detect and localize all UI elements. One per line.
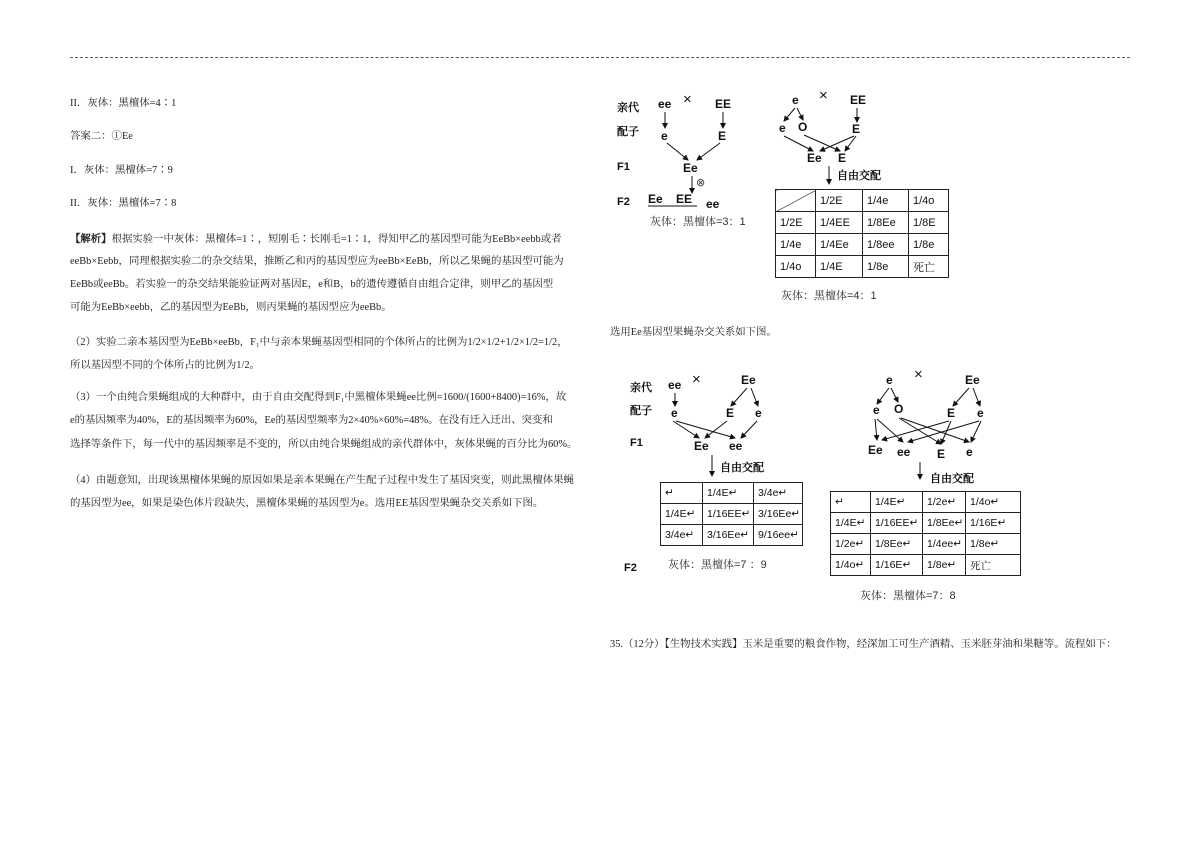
d1-f2-a: Ee <box>648 192 663 206</box>
d3-arrow-3 <box>751 388 758 406</box>
d2-gamete-1: e <box>779 121 786 135</box>
d1-cross-symbol: × <box>683 91 692 108</box>
table-cell: 1/4e <box>776 234 816 256</box>
d2-f1-2: E <box>838 151 847 165</box>
table-cell: 1/16E↵ <box>871 555 923 576</box>
d3-parent-left: ee <box>668 378 682 392</box>
table-cell: 1/4ee↵ <box>923 534 966 555</box>
table-cell: 1/8E <box>909 212 949 234</box>
d2-line-3 <box>820 136 854 151</box>
d1-f2-c: ee <box>706 197 720 211</box>
table-cell: 1/4E <box>816 256 863 278</box>
table-cell: 1/4E↵ <box>831 513 871 534</box>
table-row <box>776 256 949 278</box>
d3-line-2 <box>676 421 735 438</box>
d3-line-3 <box>705 421 727 438</box>
answer-line-4: II．灰体：黑檀体=7∶8 <box>70 198 177 209</box>
d1-line-e-to-f1 <box>667 143 688 160</box>
analysis-label: 【解析】 <box>70 234 112 245</box>
table-cell: 1/8e <box>909 234 949 256</box>
part2-line-2: 所以基因型不同的个体所占的比例为1/2。 <box>70 360 260 371</box>
table-cell: 死亡 <box>966 555 1021 576</box>
d3-gamete-2: E <box>726 406 735 420</box>
table-cell: 3/4e↵ <box>661 525 703 546</box>
d1-f1: Ee <box>683 161 698 175</box>
table-cell: 1/4o↵ <box>966 492 1021 513</box>
d2-parent-right: EE <box>850 93 867 107</box>
table-row <box>661 525 803 546</box>
table-cell: 死亡 <box>909 256 949 278</box>
table-cell: 1/2e↵ <box>831 534 871 555</box>
d1-self-symbol: ⊗ <box>696 177 706 189</box>
d4-line-1 <box>875 419 877 440</box>
d3-cross-symbol: × <box>692 371 701 388</box>
analysis-text: 根据实验一中灰体：黑檀体=1∶，短刚毛∶长刚毛=1∶1，得知甲乙的基因型可能为EeBb×eebb或者 <box>111 234 562 245</box>
d1-gamete-label: 配子 <box>617 126 639 138</box>
d4-arrow-4 <box>973 388 980 406</box>
d3-arrow-2 <box>731 388 747 406</box>
d3-gamete-3: e <box>755 406 762 420</box>
d3-parent-label: 亲代 <box>630 382 652 394</box>
d1-parent-label: 亲代 <box>617 102 639 114</box>
d4-arrow-1 <box>877 388 889 404</box>
table-cell <box>776 190 816 212</box>
d4-line-5 <box>882 421 949 440</box>
answer-line-2: 答案二：①Ee <box>70 131 133 142</box>
table-row <box>661 504 803 525</box>
d2-arrow-1 <box>784 108 795 121</box>
table-cell: 1/4EE <box>816 212 863 234</box>
d2-line-4 <box>845 136 856 151</box>
d4-cross-symbol: × <box>914 366 923 383</box>
d4-arrow-2 <box>891 388 898 402</box>
table-cell: 1/8Ee↵ <box>871 534 923 555</box>
table-cell: 1/8e <box>863 256 909 278</box>
d3-ratio: 灰体：黑檀体=7 ：9 <box>668 559 767 571</box>
table-cell: 1/16E↵ <box>966 513 1021 534</box>
table-cell: 1/16EE↵ <box>871 513 923 534</box>
part4-line-1: （4）由题意知，出现该黑檀体果蝇的原因如果是亲本果蝇在产生配子过程中发生了基因突变，则此黑檀体果蝇 <box>70 475 574 486</box>
part2-line-1: （2）实验二亲本基因型为EeBb×eeBb，F₁中与亲本果蝇基因型相同的个体所占的比例为1/2×1/2+1/2×1/2=1/2， <box>70 337 568 348</box>
table-cell: 1/2E <box>816 190 863 212</box>
d4-line-4 <box>901 418 969 442</box>
answer-line-1: II．灰体：黑檀体=4∶1 <box>70 98 177 109</box>
d4-f1-1: Ee <box>868 443 883 457</box>
d2-punnett-table <box>775 189 949 278</box>
analysis-line-2: eeBb×Eebb，同理根据实验二的杂交结果，推断乙和丙的基因型应为eeBb×EeBb，所以乙果蝇的基因型可能为 <box>70 256 564 267</box>
table-row <box>831 492 1021 513</box>
table-cell: 1/8e↵ <box>923 555 966 576</box>
table-cell: 1/4Ee <box>816 234 863 256</box>
d4-line-8 <box>971 421 981 442</box>
d3-mating-label: 自由交配 <box>720 462 764 474</box>
table-cell: 1/4E↵ <box>703 483 754 504</box>
table-cell: 1/8e↵ <box>966 534 1021 555</box>
d4-line-2 <box>877 419 903 442</box>
table-cell: 1/16EE↵ <box>703 504 754 525</box>
table-cell: 1/4o <box>776 256 816 278</box>
table-cell: 3/4e↵ <box>754 483 803 504</box>
d3-f1-label: F1 <box>630 437 643 449</box>
question-35: 35.（12分）【生物技术实践】玉米是重要的粮食作物，经深加工可生产酒精、玉米胚芽油和果糖等。流程如下： <box>610 639 1117 650</box>
analysis-line-3: EeBb或eeBb。若实验一的杂交结果能验证两对基因E，e和B，b的遗传遵循自由组合定律，则甲乙的基因型 <box>70 279 554 290</box>
table-cell: 1/8Ee↵ <box>923 513 966 534</box>
d4-gamete-2: O <box>894 402 904 416</box>
diagram1 <box>617 91 746 228</box>
d4-f1-4: e <box>966 445 973 459</box>
table-cell: 3/16Ee↵ <box>703 525 754 546</box>
table-cell: 3/16Ee↵ <box>754 504 803 525</box>
d4-parent-right: Ee <box>965 373 980 387</box>
part3-line-2: e的基因频率为40%，E的基因频率为60%，Ee的基因型频率为2×40%×60%=48%。在没有迁入迁出、突变和 <box>70 415 553 426</box>
table-row <box>776 234 949 256</box>
d2-parent-left: e <box>792 93 799 107</box>
d3-f1-1: Ee <box>694 439 709 453</box>
part3-line-3: 选择等条件下，每一代中的基因频率是不变的，所以由纯合果蝇组成的亲代群体中，灰体果蝇的百分比为60%。 <box>70 439 578 450</box>
d4-punnett-table <box>830 491 1021 576</box>
table-row <box>776 190 949 212</box>
d3-parent-right: Ee <box>741 373 756 387</box>
d4-arrow-3 <box>953 388 969 406</box>
d1-gamete-left: e <box>661 129 668 143</box>
d2-ratio: 灰体：黑檀体=4：1 <box>781 290 877 302</box>
d3-f2-label: F2 <box>624 562 637 574</box>
d1-parent-right: EE <box>715 97 732 111</box>
d1-ratio: 灰体：黑檀体=3：1 <box>650 216 746 228</box>
d2-arrow-2 <box>797 108 803 120</box>
d1-gamete-right: E <box>718 129 727 143</box>
answer-line-3: I．灰体：黑檀体=7∶9 <box>70 165 173 176</box>
d1-line-E-to-f1 <box>697 143 720 160</box>
d4-f1-2: ee <box>897 445 911 459</box>
right-note: 选用Ee基因型果蝇杂交关系如下图。 <box>610 327 777 338</box>
d2-cross-symbol: × <box>819 87 828 104</box>
d2-gamete-3: E <box>852 122 861 136</box>
table-row <box>661 483 803 504</box>
table-row <box>776 212 949 234</box>
d1-parent-left: ee <box>658 97 672 111</box>
analysis-line-4: 可能为EeBb×eebb，乙的基因型为EeBb，则丙果蝇的基因型应为eeBb。 <box>70 302 392 313</box>
d2-line-1 <box>784 136 813 151</box>
d3-line-4 <box>741 421 757 438</box>
d4-f1-3: E <box>937 447 946 461</box>
part3-line-1: （3）一个由纯合果蝇组成的大种群中，由于自由交配得到F₁中黑檀体果蝇ee比例=1600/(1600+8400)=16%，故 <box>70 392 567 403</box>
d2-f1-1: Ee <box>807 151 822 165</box>
d1-f2-label: F2 <box>617 196 630 208</box>
table-cell: 1/4E↵ <box>871 492 923 513</box>
table-cell: 1/4e <box>863 190 909 212</box>
table-row <box>831 555 1021 576</box>
d4-mating-label: 自由交配 <box>930 473 974 485</box>
d3-gamete-1: e <box>671 406 678 420</box>
d2-gamete-2: O <box>798 120 808 134</box>
d3-gamete-label: 配子 <box>630 405 652 417</box>
d3-punnett-table <box>660 482 803 546</box>
table-cell: 1/2E <box>776 212 816 234</box>
table-cell: ↵ <box>831 492 871 513</box>
d4-gamete-4: e <box>977 406 984 420</box>
table-cell: 1/4E↵ <box>661 504 703 525</box>
table-row <box>831 513 1021 534</box>
d1-f2-b: EE <box>676 192 693 206</box>
d3-f1-2: ee <box>729 439 743 453</box>
d4-gamete-1: e <box>873 403 880 417</box>
table-cell: 1/8Ee <box>863 212 909 234</box>
d4-line-3 <box>899 418 941 444</box>
table-cell: 1/8ee <box>863 234 909 256</box>
table-row <box>831 534 1021 555</box>
d4-ratio: 灰体：黑檀体=7：8 <box>860 590 956 602</box>
d1-f1-label: F1 <box>617 161 630 173</box>
table-cell: 9/16ee↵ <box>754 525 803 546</box>
table-cell: 1/4o↵ <box>831 555 871 576</box>
table-cell: ↵ <box>661 483 703 504</box>
d4-gamete-3: E <box>947 406 956 420</box>
table-cell: 1/4o <box>909 190 949 212</box>
d4-parent-left: e <box>886 373 893 387</box>
part4-line-2: 的基因型为ee，如果是染色体片段缺失，黑檀体果蝇的基因型为e。选用EE基因型果蝇杂交关系如下图。 <box>70 498 544 509</box>
d2-mating-label: 自由交配 <box>837 170 881 182</box>
table-cell: 1/2e↵ <box>923 492 966 513</box>
